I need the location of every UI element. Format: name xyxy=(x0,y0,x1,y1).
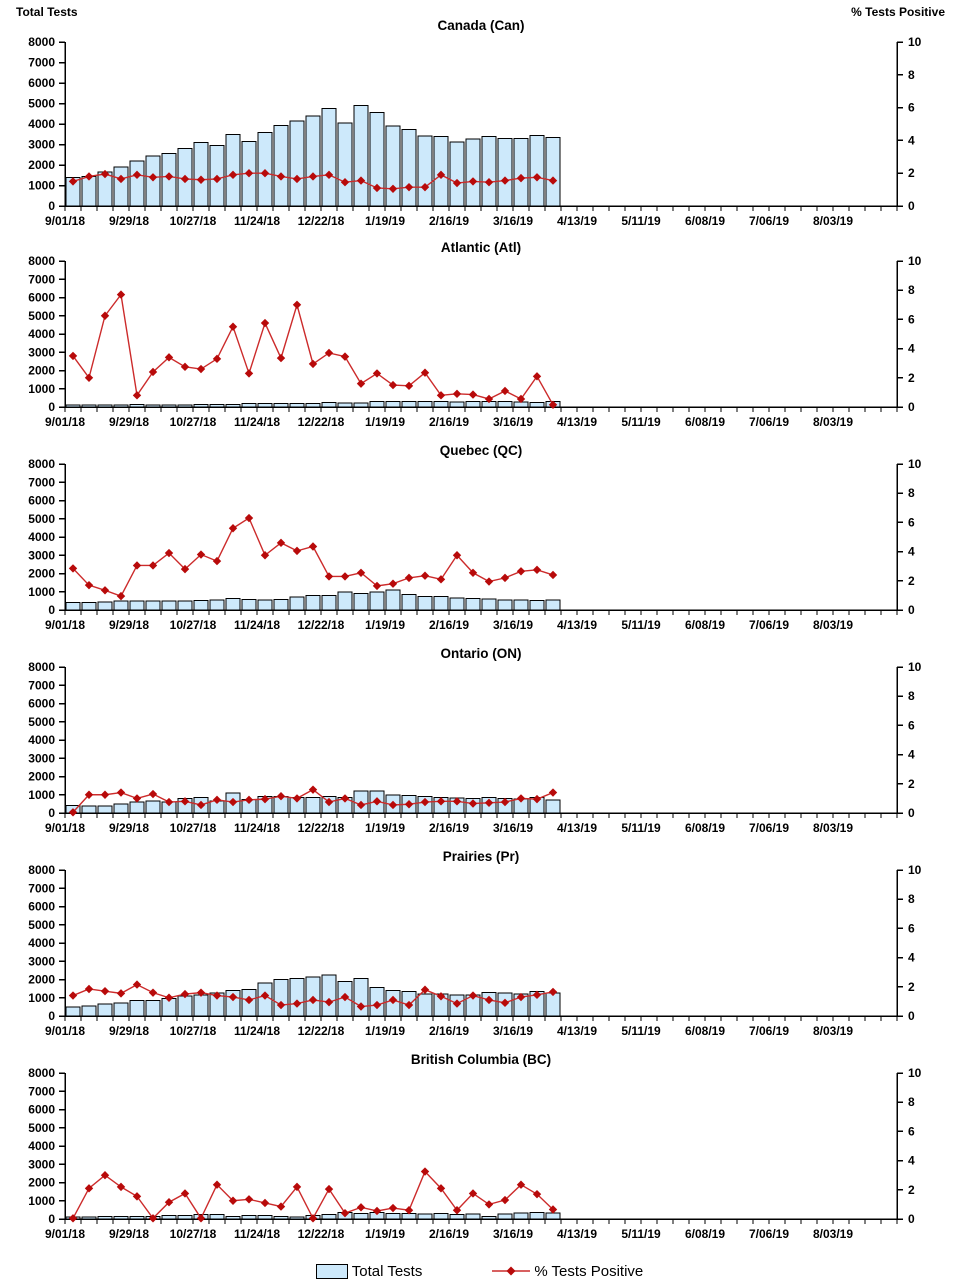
svg-text:9/01/18: 9/01/18 xyxy=(44,821,86,835)
svg-text:0: 0 xyxy=(48,806,55,820)
svg-text:9/01/18: 9/01/18 xyxy=(44,1227,86,1241)
svg-text:Quebec (QC): Quebec (QC) xyxy=(439,443,523,458)
svg-text:3000: 3000 xyxy=(28,751,55,766)
svg-text:5/11/19: 5/11/19 xyxy=(621,214,661,228)
svg-text:Ontario (ON): Ontario (ON) xyxy=(440,646,522,661)
svg-text:4000: 4000 xyxy=(28,117,55,131)
svg-text:1000: 1000 xyxy=(28,381,55,396)
svg-text:4: 4 xyxy=(908,950,915,965)
svg-text:7/06/19: 7/06/19 xyxy=(748,618,790,632)
svg-text:2000: 2000 xyxy=(28,158,55,172)
svg-text:4: 4 xyxy=(908,133,915,148)
svg-text:8/03/19: 8/03/19 xyxy=(812,821,854,835)
svg-text:2: 2 xyxy=(908,166,915,181)
svg-text:0: 0 xyxy=(908,1212,915,1226)
pct-positive-line-diamond-swatch xyxy=(492,1265,530,1277)
svg-text:12/22/18: 12/22/18 xyxy=(297,821,345,835)
svg-text:9/29/18: 9/29/18 xyxy=(108,618,150,632)
chart-legend xyxy=(0,1256,959,1286)
svg-text:4000: 4000 xyxy=(28,327,55,341)
svg-text:6/08/19: 6/08/19 xyxy=(684,618,726,632)
svg-text:Atlantic (Atl): Atlantic (Atl) xyxy=(440,240,522,255)
svg-text:2: 2 xyxy=(908,1182,915,1197)
svg-text:9/01/18: 9/01/18 xyxy=(44,214,86,228)
svg-text:11/24/18: 11/24/18 xyxy=(233,618,281,632)
svg-text:3/16/19: 3/16/19 xyxy=(492,214,534,228)
svg-text:7000: 7000 xyxy=(28,55,55,70)
svg-text:2000: 2000 xyxy=(28,769,55,784)
legend-item-total-tests xyxy=(316,1263,423,1280)
legend-total-tests-label: Total Tests xyxy=(351,1262,423,1280)
svg-text:12/22/18: 12/22/18 xyxy=(297,214,345,228)
svg-text:6/08/19: 6/08/19 xyxy=(684,1227,726,1241)
svg-text:8: 8 xyxy=(908,67,915,82)
svg-text:8/03/19: 8/03/19 xyxy=(812,214,854,228)
svg-text:6/08/19: 6/08/19 xyxy=(684,1024,726,1038)
svg-text:3000: 3000 xyxy=(28,345,55,360)
svg-text:10/27/18: 10/27/18 xyxy=(169,618,217,632)
svg-text:2: 2 xyxy=(908,370,915,385)
svg-text:5000: 5000 xyxy=(28,714,55,729)
svg-text:9/01/18: 9/01/18 xyxy=(44,415,86,429)
svg-text:6/08/19: 6/08/19 xyxy=(684,214,726,228)
svg-text:1/19/19: 1/19/19 xyxy=(364,821,406,835)
svg-text:% Tests Positive: % Tests Positive xyxy=(851,5,945,19)
svg-text:5000: 5000 xyxy=(28,308,55,323)
svg-text:1000: 1000 xyxy=(28,584,55,599)
svg-text:7/06/19: 7/06/19 xyxy=(748,821,790,835)
svg-text:10: 10 xyxy=(908,1066,922,1080)
svg-text:10: 10 xyxy=(908,35,922,49)
svg-text:1/19/19: 1/19/19 xyxy=(364,1024,406,1038)
svg-text:4/13/19: 4/13/19 xyxy=(556,415,598,429)
svg-text:4000: 4000 xyxy=(28,936,55,950)
svg-text:10/27/18: 10/27/18 xyxy=(169,821,217,835)
svg-text:6000: 6000 xyxy=(28,76,55,90)
chart-prairies xyxy=(0,846,959,1044)
svg-text:10: 10 xyxy=(908,660,922,674)
svg-text:1/19/19: 1/19/19 xyxy=(364,1227,406,1241)
svg-text:4: 4 xyxy=(908,747,915,762)
svg-text:0: 0 xyxy=(48,400,55,414)
svg-text:4/13/19: 4/13/19 xyxy=(556,214,598,228)
svg-text:5/11/19: 5/11/19 xyxy=(621,1024,661,1038)
svg-text:7000: 7000 xyxy=(28,678,55,693)
svg-text:12/22/18: 12/22/18 xyxy=(297,415,345,429)
svg-text:2/16/19: 2/16/19 xyxy=(428,821,470,835)
svg-text:6: 6 xyxy=(908,312,915,327)
svg-text:0: 0 xyxy=(48,1212,55,1226)
svg-text:11/24/18: 11/24/18 xyxy=(233,1227,281,1241)
svg-text:6: 6 xyxy=(908,515,915,530)
svg-text:3/16/19: 3/16/19 xyxy=(492,415,534,429)
svg-text:11/24/18: 11/24/18 xyxy=(233,1024,281,1038)
svg-text:9/01/18: 9/01/18 xyxy=(44,618,86,632)
svg-text:6000: 6000 xyxy=(28,1102,55,1117)
svg-text:7/06/19: 7/06/19 xyxy=(748,1024,790,1038)
legend-pct-positive-label: % Tests Positive xyxy=(534,1262,644,1280)
svg-text:6/08/19: 6/08/19 xyxy=(684,415,726,429)
svg-text:2/16/19: 2/16/19 xyxy=(428,214,470,228)
total-tests-bar-swatch xyxy=(316,1264,348,1279)
chart-atlantic xyxy=(0,237,959,435)
svg-text:8: 8 xyxy=(908,892,915,907)
svg-text:2000: 2000 xyxy=(28,1175,55,1190)
chart-quebec xyxy=(0,440,959,638)
svg-text:5/11/19: 5/11/19 xyxy=(621,821,661,835)
svg-text:1/19/19: 1/19/19 xyxy=(364,214,406,228)
svg-text:5000: 5000 xyxy=(28,511,55,526)
svg-text:3000: 3000 xyxy=(28,548,55,563)
svg-text:5/11/19: 5/11/19 xyxy=(621,618,661,632)
legend-item-pct-positive xyxy=(492,1263,643,1280)
svg-text:7/06/19: 7/06/19 xyxy=(748,1227,790,1241)
svg-text:2/16/19: 2/16/19 xyxy=(428,415,470,429)
svg-text:7000: 7000 xyxy=(28,475,55,490)
svg-text:11/24/18: 11/24/18 xyxy=(233,214,281,228)
svg-text:7000: 7000 xyxy=(28,272,55,287)
svg-text:8/03/19: 8/03/19 xyxy=(812,1227,854,1241)
svg-text:8: 8 xyxy=(908,1095,915,1110)
svg-text:1/19/19: 1/19/19 xyxy=(364,415,406,429)
svg-text:4: 4 xyxy=(908,1153,915,1168)
svg-text:5/11/19: 5/11/19 xyxy=(621,1227,661,1241)
svg-text:3/16/19: 3/16/19 xyxy=(492,1227,534,1241)
svg-text:1000: 1000 xyxy=(28,787,55,802)
svg-text:4000: 4000 xyxy=(28,530,55,544)
svg-text:4000: 4000 xyxy=(28,733,55,747)
svg-text:10/27/18: 10/27/18 xyxy=(169,1227,217,1241)
svg-text:4: 4 xyxy=(908,341,915,356)
svg-text:0: 0 xyxy=(908,400,915,414)
svg-text:3000: 3000 xyxy=(28,137,55,152)
svg-text:2000: 2000 xyxy=(28,363,55,378)
svg-text:3/16/19: 3/16/19 xyxy=(492,821,534,835)
svg-text:8000: 8000 xyxy=(28,457,55,471)
svg-text:2/16/19: 2/16/19 xyxy=(428,1024,470,1038)
svg-text:10/27/18: 10/27/18 xyxy=(169,214,217,228)
svg-text:10/27/18: 10/27/18 xyxy=(169,1024,217,1038)
svg-text:8: 8 xyxy=(908,283,915,298)
svg-text:6: 6 xyxy=(908,921,915,936)
svg-text:10: 10 xyxy=(908,863,922,877)
svg-text:9/01/18: 9/01/18 xyxy=(44,1024,86,1038)
svg-text:0: 0 xyxy=(48,199,55,213)
svg-text:2000: 2000 xyxy=(28,972,55,987)
svg-text:10: 10 xyxy=(908,457,922,471)
svg-text:2/16/19: 2/16/19 xyxy=(428,1227,470,1241)
svg-text:4: 4 xyxy=(908,544,915,559)
svg-text:9/29/18: 9/29/18 xyxy=(108,214,150,228)
svg-text:11/24/18: 11/24/18 xyxy=(233,415,281,429)
svg-text:0: 0 xyxy=(48,1009,55,1023)
svg-text:10/27/18: 10/27/18 xyxy=(169,415,217,429)
svg-text:0: 0 xyxy=(48,603,55,617)
svg-text:2: 2 xyxy=(908,776,915,791)
svg-text:5000: 5000 xyxy=(28,1120,55,1135)
svg-text:7/06/19: 7/06/19 xyxy=(748,214,790,228)
svg-text:8000: 8000 xyxy=(28,1066,55,1080)
svg-text:12/22/18: 12/22/18 xyxy=(297,1024,345,1038)
svg-text:8000: 8000 xyxy=(28,863,55,877)
svg-text:3000: 3000 xyxy=(28,954,55,969)
svg-text:3/16/19: 3/16/19 xyxy=(492,618,534,632)
svg-text:10: 10 xyxy=(908,254,922,268)
svg-text:5000: 5000 xyxy=(28,96,55,111)
svg-text:8/03/19: 8/03/19 xyxy=(812,1024,854,1038)
svg-text:7000: 7000 xyxy=(28,1084,55,1099)
svg-text:British Columbia (BC): British Columbia (BC) xyxy=(410,1052,552,1067)
svg-text:Canada (Can): Canada (Can) xyxy=(437,18,525,33)
svg-text:5/11/19: 5/11/19 xyxy=(621,415,661,429)
svg-text:6000: 6000 xyxy=(28,696,55,711)
svg-text:4000: 4000 xyxy=(28,1139,55,1153)
svg-text:9/29/18: 9/29/18 xyxy=(108,821,150,835)
svg-text:1000: 1000 xyxy=(28,178,55,193)
svg-text:12/22/18: 12/22/18 xyxy=(297,1227,345,1241)
svg-text:1/19/19: 1/19/19 xyxy=(364,618,406,632)
svg-text:6: 6 xyxy=(908,1124,915,1139)
svg-text:4/13/19: 4/13/19 xyxy=(556,1227,598,1241)
svg-text:0: 0 xyxy=(908,199,915,213)
svg-text:4/13/19: 4/13/19 xyxy=(556,618,598,632)
svg-text:2: 2 xyxy=(908,573,915,588)
svg-text:4/13/19: 4/13/19 xyxy=(556,1024,598,1038)
svg-text:8000: 8000 xyxy=(28,660,55,674)
svg-text:8000: 8000 xyxy=(28,35,55,49)
svg-text:0: 0 xyxy=(908,1009,915,1023)
svg-text:0: 0 xyxy=(908,603,915,617)
svg-text:0: 0 xyxy=(908,806,915,820)
svg-text:Prairies (Pr): Prairies (Pr) xyxy=(442,849,520,864)
chart-ontario xyxy=(0,643,959,841)
svg-text:6000: 6000 xyxy=(28,899,55,914)
svg-text:7/06/19: 7/06/19 xyxy=(748,415,790,429)
svg-text:Total Tests: Total Tests xyxy=(16,5,78,19)
svg-text:6: 6 xyxy=(908,718,915,733)
svg-text:11/24/18: 11/24/18 xyxy=(233,821,281,835)
svg-text:6/08/19: 6/08/19 xyxy=(684,821,726,835)
svg-text:8/03/19: 8/03/19 xyxy=(812,415,854,429)
svg-text:12/22/18: 12/22/18 xyxy=(297,618,345,632)
svg-text:3/16/19: 3/16/19 xyxy=(492,1024,534,1038)
svg-text:1000: 1000 xyxy=(28,1193,55,1208)
svg-text:9/29/18: 9/29/18 xyxy=(108,1227,150,1241)
svg-text:6000: 6000 xyxy=(28,290,55,305)
svg-text:6: 6 xyxy=(908,100,915,115)
svg-text:8: 8 xyxy=(908,486,915,501)
svg-text:9/29/18: 9/29/18 xyxy=(108,1024,150,1038)
chart-british-columbia xyxy=(0,1049,959,1247)
svg-text:2000: 2000 xyxy=(28,566,55,581)
svg-text:3000: 3000 xyxy=(28,1157,55,1172)
svg-text:9/29/18: 9/29/18 xyxy=(108,415,150,429)
charts-container xyxy=(0,2,959,1252)
svg-text:8: 8 xyxy=(908,689,915,704)
svg-text:8000: 8000 xyxy=(28,254,55,268)
svg-text:7000: 7000 xyxy=(28,881,55,896)
svg-text:2/16/19: 2/16/19 xyxy=(428,618,470,632)
svg-text:1000: 1000 xyxy=(28,990,55,1005)
chart-canada xyxy=(0,2,959,232)
svg-text:5000: 5000 xyxy=(28,917,55,932)
svg-text:4/13/19: 4/13/19 xyxy=(556,821,598,835)
svg-text:6000: 6000 xyxy=(28,493,55,508)
svg-text:8/03/19: 8/03/19 xyxy=(812,618,854,632)
svg-text:2: 2 xyxy=(908,979,915,994)
